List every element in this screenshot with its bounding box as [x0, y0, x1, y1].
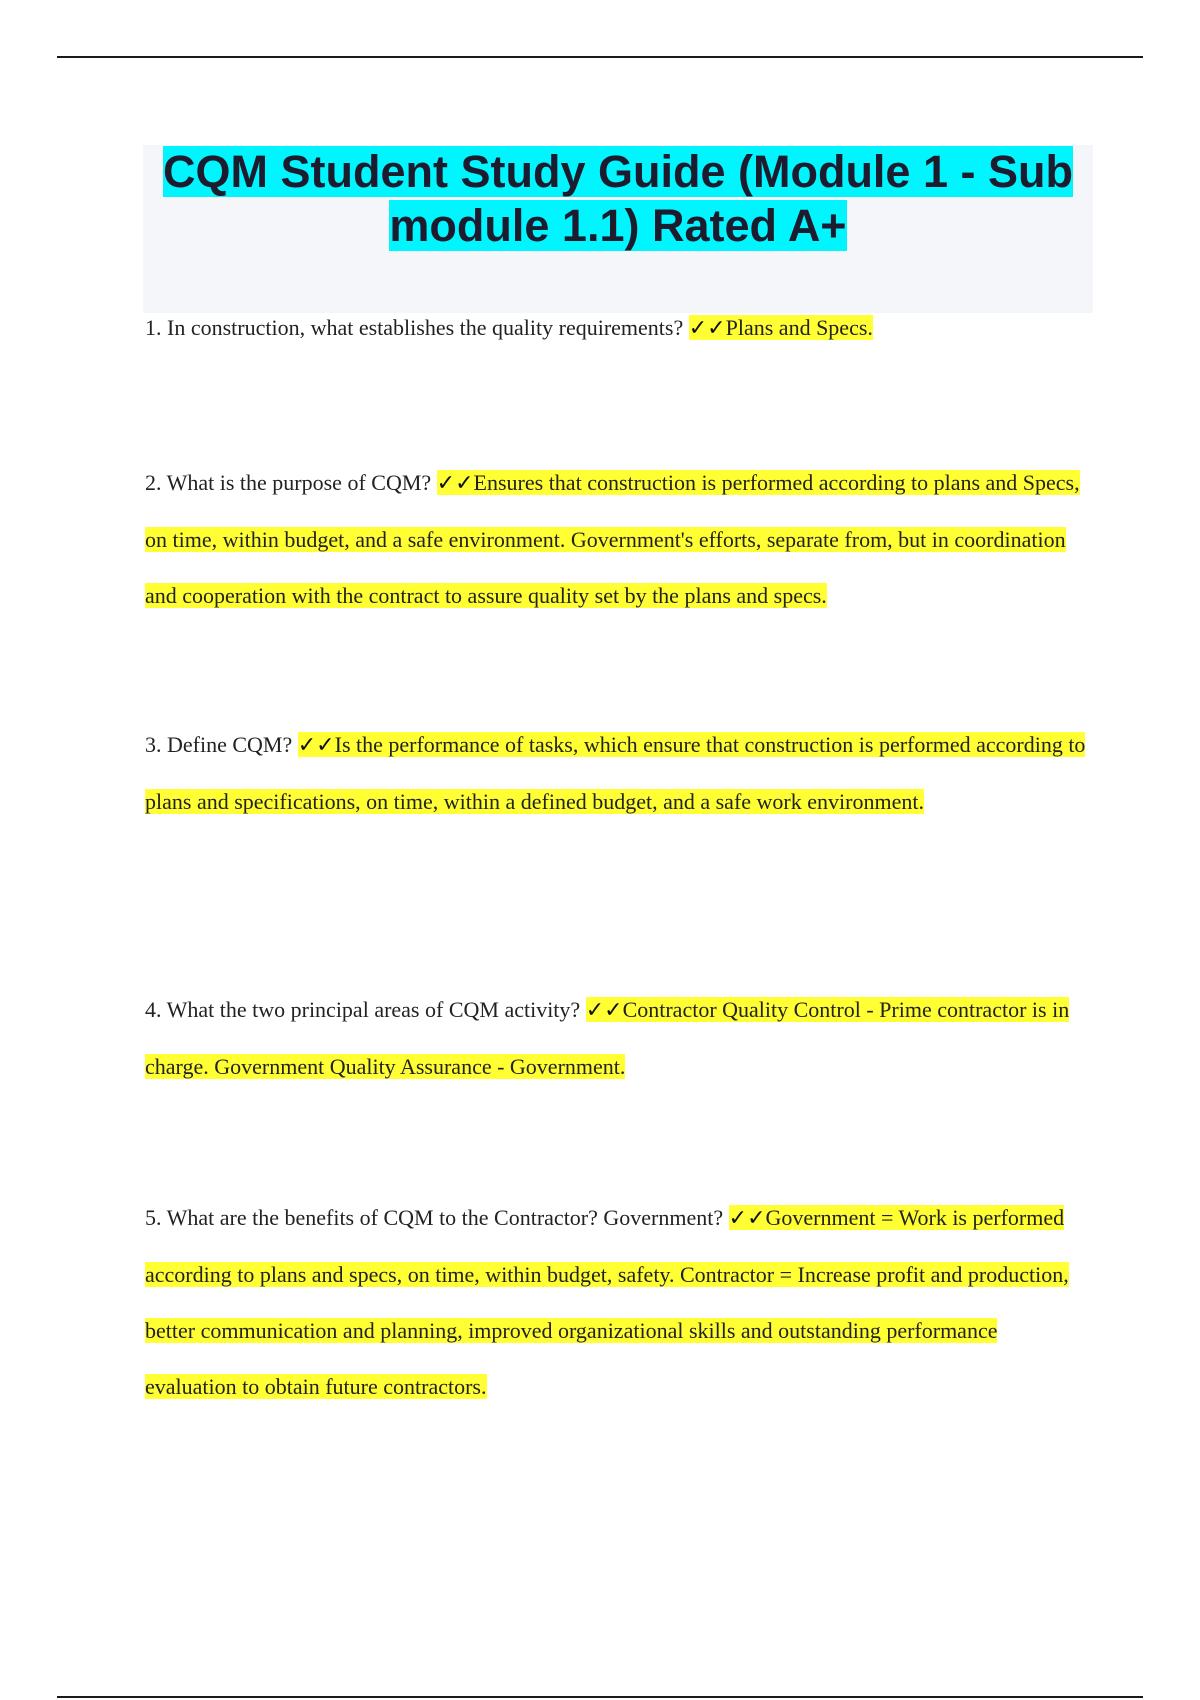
- check-mark-icon: ✓✓: [688, 316, 726, 341]
- question-2: 2. What is the purpose of CQM?: [145, 470, 437, 495]
- check-mark-icon: ✓✓: [436, 471, 474, 496]
- question-3: 3. Define CQM?: [145, 732, 298, 757]
- question-4: 4. What the two principal areas of CQM activity?: [145, 997, 586, 1022]
- check-mark-icon: ✓✓: [297, 733, 335, 758]
- question-1: 1. In construction, what establishes the quality requirements?: [145, 315, 689, 340]
- top-rule: [57, 56, 1143, 58]
- qa-item-3: [145, 717, 1090, 830]
- answer-1-highlight: [689, 315, 873, 340]
- question-5: 5. What are the benefits of CQM to the Contractor? Government?: [145, 1205, 729, 1230]
- qa-item-2: [145, 455, 1090, 624]
- answer-3: Is the performance of tasks, which ensure that construction is performed according to plans and specifications, on time, within a defined budget, and a safe work environment.: [145, 732, 1086, 814]
- check-mark-icon: ✓✓: [728, 1206, 766, 1231]
- answer-5: Government = Work is performed according to plans and specs, on time, within budget, safety. Contractor = Increase profit and production, better communication and planning, improved organizational skills and outstanding performance evaluation to obtain future contractors.: [145, 1205, 1069, 1399]
- answer-1: Plans and Specs.: [725, 315, 873, 340]
- answer-4: Contractor Quality Control - Prime contractor is in charge. Government Quality Assurance - Government.: [145, 997, 1070, 1079]
- qa-item-1: [145, 300, 1090, 357]
- bottom-rule: [57, 1696, 1143, 1698]
- answer-2: Ensures that construction is performed according to plans and Specs, on time, within budget, and a safe environment. Government's efforts, separate from, but in coordination and cooperation with the contract to assure quality set by the plans and specs.: [145, 470, 1080, 608]
- document-title: [143, 145, 1093, 253]
- document-title-text: CQM Student Study Guide (Module 1 - Sub module 1.1) Rated A+: [163, 146, 1073, 251]
- answer-5-highlight: [145, 1205, 1069, 1399]
- qa-item-5: [145, 1190, 1090, 1415]
- qa-item-4: [145, 982, 1090, 1095]
- check-mark-icon: ✓✓: [585, 998, 623, 1023]
